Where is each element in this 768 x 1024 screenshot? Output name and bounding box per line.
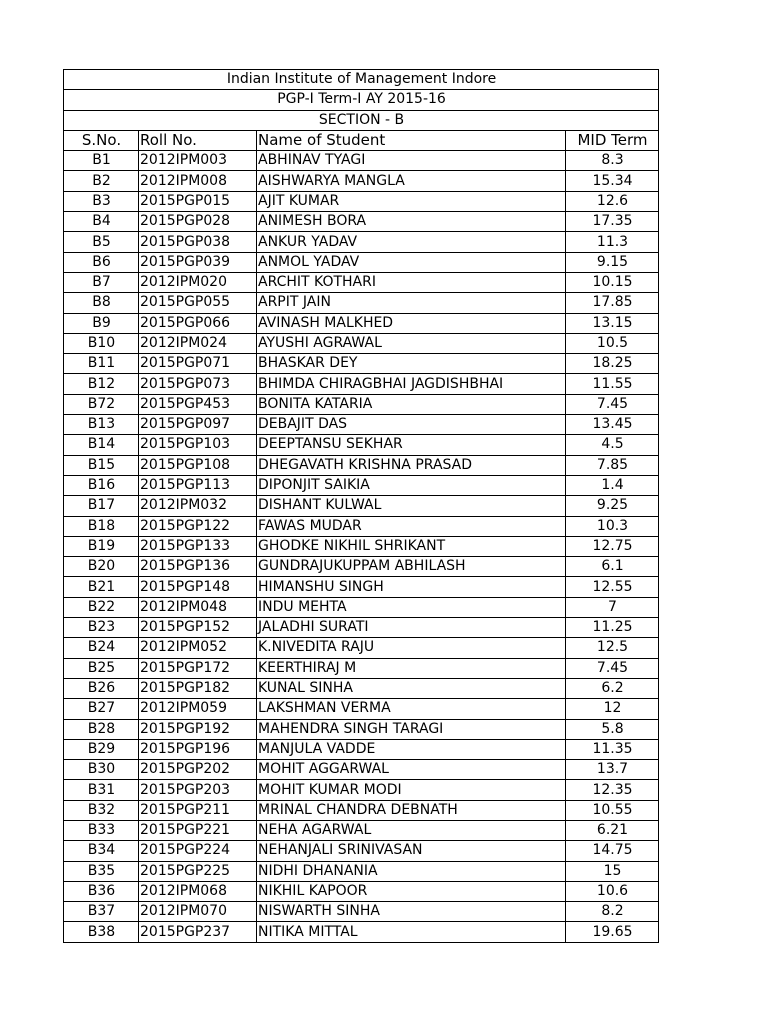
- sno-cell: B25: [64, 658, 139, 678]
- program-title: PGP-I Term-I AY 2015-16: [64, 90, 659, 110]
- sno-cell: B17: [64, 496, 139, 516]
- roll-no-cell: 2015PGP237: [139, 922, 257, 942]
- table-row: [64, 354, 659, 374]
- roll-no-cell: 2015PGP182: [139, 678, 257, 698]
- mid-term-cell: 12.75: [566, 536, 659, 556]
- mid-term-cell: 12.6: [566, 191, 659, 211]
- student-name-cell: MANJULA VADDE: [257, 739, 566, 759]
- student-name-cell: AJIT KUMAR: [257, 191, 566, 211]
- table-row: [64, 475, 659, 495]
- roll-no-cell: 2015PGP192: [139, 719, 257, 739]
- table-row: [64, 760, 659, 780]
- sno-cell: B32: [64, 800, 139, 820]
- mid-term-cell: 12.35: [566, 780, 659, 800]
- student-name-cell: BHASKAR DEY: [257, 354, 566, 374]
- roll-no-cell: 2015PGP148: [139, 577, 257, 597]
- table-row: [64, 374, 659, 394]
- mid-term-cell: 10.5: [566, 333, 659, 353]
- sno-cell: B31: [64, 780, 139, 800]
- mid-term-cell: 6.2: [566, 678, 659, 698]
- table-row: [64, 415, 659, 435]
- column-header-name: Name of Student: [257, 130, 566, 150]
- mid-term-cell: 11.35: [566, 739, 659, 759]
- column-header-row: [64, 130, 659, 150]
- mid-term-cell: 13.15: [566, 313, 659, 333]
- roll-no-cell: 2015PGP039: [139, 252, 257, 272]
- sno-cell: B26: [64, 678, 139, 698]
- sno-cell: B36: [64, 881, 139, 901]
- title-row: [64, 70, 659, 90]
- program-row: [64, 90, 659, 110]
- student-name-cell: BONITA KATARIA: [257, 394, 566, 414]
- table-row: [64, 455, 659, 475]
- sno-cell: B72: [64, 394, 139, 414]
- student-name-cell: DISHANT KULWAL: [257, 496, 566, 516]
- institute-title: Indian Institute of Management Indore: [64, 70, 659, 90]
- mid-term-cell: 8.2: [566, 902, 659, 922]
- roll-no-cell: 2015PGP055: [139, 293, 257, 313]
- mid-term-cell: 11.25: [566, 618, 659, 638]
- mid-term-cell: 19.65: [566, 922, 659, 942]
- table-row: [64, 313, 659, 333]
- section-row: [64, 110, 659, 130]
- student-name-cell: GHODKE NIKHIL SHRIKANT: [257, 536, 566, 556]
- table-row: [64, 780, 659, 800]
- table-row: [64, 212, 659, 232]
- student-name-cell: HIMANSHU SINGH: [257, 577, 566, 597]
- student-name-cell: AISHWARYA MANGLA: [257, 171, 566, 191]
- roll-no-cell: 2015PGP203: [139, 780, 257, 800]
- sno-cell: B23: [64, 618, 139, 638]
- mid-term-cell: 7: [566, 597, 659, 617]
- mid-term-cell: 7.45: [566, 394, 659, 414]
- student-name-cell: MOHIT KUMAR MODI: [257, 780, 566, 800]
- sno-cell: B27: [64, 699, 139, 719]
- sno-cell: B28: [64, 719, 139, 739]
- sno-cell: B19: [64, 536, 139, 556]
- roll-no-cell: 2015PGP071: [139, 354, 257, 374]
- student-name-cell: ANKUR YADAV: [257, 232, 566, 252]
- mid-term-cell: 15: [566, 861, 659, 881]
- sno-cell: B7: [64, 272, 139, 292]
- sno-cell: B12: [64, 374, 139, 394]
- sno-cell: B16: [64, 475, 139, 495]
- roll-no-cell: 2015PGP015: [139, 191, 257, 211]
- roll-no-cell: 2015PGP103: [139, 435, 257, 455]
- marks-table-body: [64, 70, 659, 943]
- table-row: [64, 516, 659, 536]
- roll-no-cell: 2015PGP038: [139, 232, 257, 252]
- sno-cell: B30: [64, 760, 139, 780]
- roll-no-cell: 2012IPM070: [139, 902, 257, 922]
- student-name-cell: ANMOL YADAV: [257, 252, 566, 272]
- roll-no-cell: 2015PGP097: [139, 415, 257, 435]
- table-row: [64, 394, 659, 414]
- student-name-cell: ANIMESH BORA: [257, 212, 566, 232]
- roll-no-cell: 2012IPM032: [139, 496, 257, 516]
- table-row: [64, 293, 659, 313]
- mid-term-cell: 9.15: [566, 252, 659, 272]
- sno-cell: B15: [64, 455, 139, 475]
- table-row: [64, 719, 659, 739]
- student-name-cell: MAHENDRA SINGH TARAGI: [257, 719, 566, 739]
- student-name-cell: FAWAS MUDAR: [257, 516, 566, 536]
- table-row: [64, 841, 659, 861]
- sno-cell: B33: [64, 820, 139, 840]
- sno-cell: B20: [64, 557, 139, 577]
- roll-no-cell: 2012IPM008: [139, 171, 257, 191]
- roll-no-cell: 2012IPM059: [139, 699, 257, 719]
- roll-no-cell: 2015PGP196: [139, 739, 257, 759]
- mid-term-cell: 6.1: [566, 557, 659, 577]
- table-row: [64, 861, 659, 881]
- column-header-roll: Roll No.: [139, 130, 257, 150]
- sno-cell: B4: [64, 212, 139, 232]
- roll-no-cell: 2015PGP211: [139, 800, 257, 820]
- mid-term-cell: 14.75: [566, 841, 659, 861]
- sno-cell: B3: [64, 191, 139, 211]
- section-title: SECTION - B: [64, 110, 659, 130]
- table-row: [64, 496, 659, 516]
- table-row: [64, 272, 659, 292]
- mid-term-cell: 12.5: [566, 638, 659, 658]
- mid-term-cell: 10.3: [566, 516, 659, 536]
- roll-no-cell: 2015PGP224: [139, 841, 257, 861]
- student-name-cell: DHEGAVATH KRISHNA PRASAD: [257, 455, 566, 475]
- sno-cell: B13: [64, 415, 139, 435]
- sno-cell: B37: [64, 902, 139, 922]
- mid-term-cell: 12.55: [566, 577, 659, 597]
- sno-cell: B2: [64, 171, 139, 191]
- sno-cell: B6: [64, 252, 139, 272]
- sno-cell: B9: [64, 313, 139, 333]
- student-name-cell: INDU MEHTA: [257, 597, 566, 617]
- marks-table: [63, 69, 659, 943]
- table-row: [64, 557, 659, 577]
- table-row: [64, 800, 659, 820]
- mid-term-cell: 7.45: [566, 658, 659, 678]
- mid-term-cell: 13.45: [566, 415, 659, 435]
- student-name-cell: MOHIT AGGARWAL: [257, 760, 566, 780]
- student-name-cell: NITIKA MITTAL: [257, 922, 566, 942]
- sno-cell: B11: [64, 354, 139, 374]
- mid-term-cell: 9.25: [566, 496, 659, 516]
- roll-no-cell: 2015PGP108: [139, 455, 257, 475]
- student-name-cell: GUNDRAJUKUPPAM ABHILASH: [257, 557, 566, 577]
- table-row: [64, 902, 659, 922]
- sno-cell: B14: [64, 435, 139, 455]
- table-row: [64, 618, 659, 638]
- student-name-cell: ARCHIT KOTHARI: [257, 272, 566, 292]
- roll-no-cell: 2012IPM068: [139, 881, 257, 901]
- student-name-cell: DIPONJIT SAIKIA: [257, 475, 566, 495]
- student-name-cell: ARPIT JAIN: [257, 293, 566, 313]
- roll-no-cell: 2015PGP113: [139, 475, 257, 495]
- table-row: [64, 699, 659, 719]
- mid-term-cell: 5.8: [566, 719, 659, 739]
- sno-cell: B8: [64, 293, 139, 313]
- table-row: [64, 435, 659, 455]
- student-name-cell: NEHANJALI SRINIVASAN: [257, 841, 566, 861]
- student-name-cell: AYUSHI AGRAWAL: [257, 333, 566, 353]
- student-name-cell: AVINASH MALKHED: [257, 313, 566, 333]
- mid-term-cell: 18.25: [566, 354, 659, 374]
- mid-term-cell: 11.55: [566, 374, 659, 394]
- roll-no-cell: 2015PGP073: [139, 374, 257, 394]
- roll-no-cell: 2015PGP122: [139, 516, 257, 536]
- mid-term-cell: 12: [566, 699, 659, 719]
- mid-term-cell: 8.3: [566, 151, 659, 171]
- table-row: [64, 232, 659, 252]
- table-row: [64, 678, 659, 698]
- roll-no-cell: 2015PGP453: [139, 394, 257, 414]
- student-name-cell: DEEPTANSU SEKHAR: [257, 435, 566, 455]
- roll-no-cell: 2012IPM020: [139, 272, 257, 292]
- column-header-sno: S.No.: [64, 130, 139, 150]
- student-name-cell: KUNAL SINHA: [257, 678, 566, 698]
- roll-no-cell: 2015PGP152: [139, 618, 257, 638]
- mid-term-cell: 11.3: [566, 232, 659, 252]
- student-name-cell: JALADHI SURATI: [257, 618, 566, 638]
- student-name-cell: K.NIVEDITA RAJU: [257, 638, 566, 658]
- table-row: [64, 252, 659, 272]
- table-row: [64, 333, 659, 353]
- table-row: [64, 881, 659, 901]
- table-row: [64, 536, 659, 556]
- roll-no-cell: 2015PGP136: [139, 557, 257, 577]
- mid-term-cell: 1.4: [566, 475, 659, 495]
- table-row: [64, 658, 659, 678]
- table-row: [64, 171, 659, 191]
- roll-no-cell: 2015PGP202: [139, 760, 257, 780]
- table-row: [64, 739, 659, 759]
- student-name-cell: NEHA AGARWAL: [257, 820, 566, 840]
- table-row: [64, 191, 659, 211]
- student-name-cell: NIDHI DHANANIA: [257, 861, 566, 881]
- mid-term-cell: 10.15: [566, 272, 659, 292]
- mid-term-cell: 10.55: [566, 800, 659, 820]
- student-name-cell: MRINAL CHANDRA DEBNATH: [257, 800, 566, 820]
- sno-cell: B22: [64, 597, 139, 617]
- table-row: [64, 597, 659, 617]
- mid-term-cell: 15.34: [566, 171, 659, 191]
- sno-cell: B10: [64, 333, 139, 353]
- student-name-cell: KEERTHIRAJ M: [257, 658, 566, 678]
- sno-cell: B38: [64, 922, 139, 942]
- mid-term-cell: 13.7: [566, 760, 659, 780]
- roll-no-cell: 2015PGP172: [139, 658, 257, 678]
- sno-cell: B21: [64, 577, 139, 597]
- mid-term-cell: 17.85: [566, 293, 659, 313]
- sno-cell: B1: [64, 151, 139, 171]
- column-header-mid-term: MID Term: [566, 130, 659, 150]
- sno-cell: B18: [64, 516, 139, 536]
- student-name-cell: NISWARTH SINHA: [257, 902, 566, 922]
- roll-no-cell: 2015PGP028: [139, 212, 257, 232]
- roll-no-cell: 2012IPM024: [139, 333, 257, 353]
- table-row: [64, 820, 659, 840]
- sno-cell: B29: [64, 739, 139, 759]
- student-name-cell: NIKHIL KAPOOR: [257, 881, 566, 901]
- sno-cell: B35: [64, 861, 139, 881]
- roll-no-cell: 2015PGP133: [139, 536, 257, 556]
- roll-no-cell: 2012IPM052: [139, 638, 257, 658]
- roll-no-cell: 2012IPM003: [139, 151, 257, 171]
- mid-term-cell: 10.6: [566, 881, 659, 901]
- table-row: [64, 638, 659, 658]
- roll-no-cell: 2015PGP225: [139, 861, 257, 881]
- table-row: [64, 151, 659, 171]
- roll-no-cell: 2015PGP221: [139, 820, 257, 840]
- sno-cell: B24: [64, 638, 139, 658]
- sno-cell: B5: [64, 232, 139, 252]
- student-name-cell: ABHINAV TYAGI: [257, 151, 566, 171]
- mid-term-cell: 4.5: [566, 435, 659, 455]
- student-name-cell: DEBAJIT DAS: [257, 415, 566, 435]
- table-row: [64, 922, 659, 942]
- mid-term-cell: 6.21: [566, 820, 659, 840]
- sno-cell: B34: [64, 841, 139, 861]
- mid-term-cell: 17.35: [566, 212, 659, 232]
- student-name-cell: BHIMDA CHIRAGBHAI JAGDISHBHAI: [257, 374, 566, 394]
- table-row: [64, 577, 659, 597]
- mid-term-cell: 7.85: [566, 455, 659, 475]
- roll-no-cell: 2012IPM048: [139, 597, 257, 617]
- student-name-cell: LAKSHMAN VERMA: [257, 699, 566, 719]
- roll-no-cell: 2015PGP066: [139, 313, 257, 333]
